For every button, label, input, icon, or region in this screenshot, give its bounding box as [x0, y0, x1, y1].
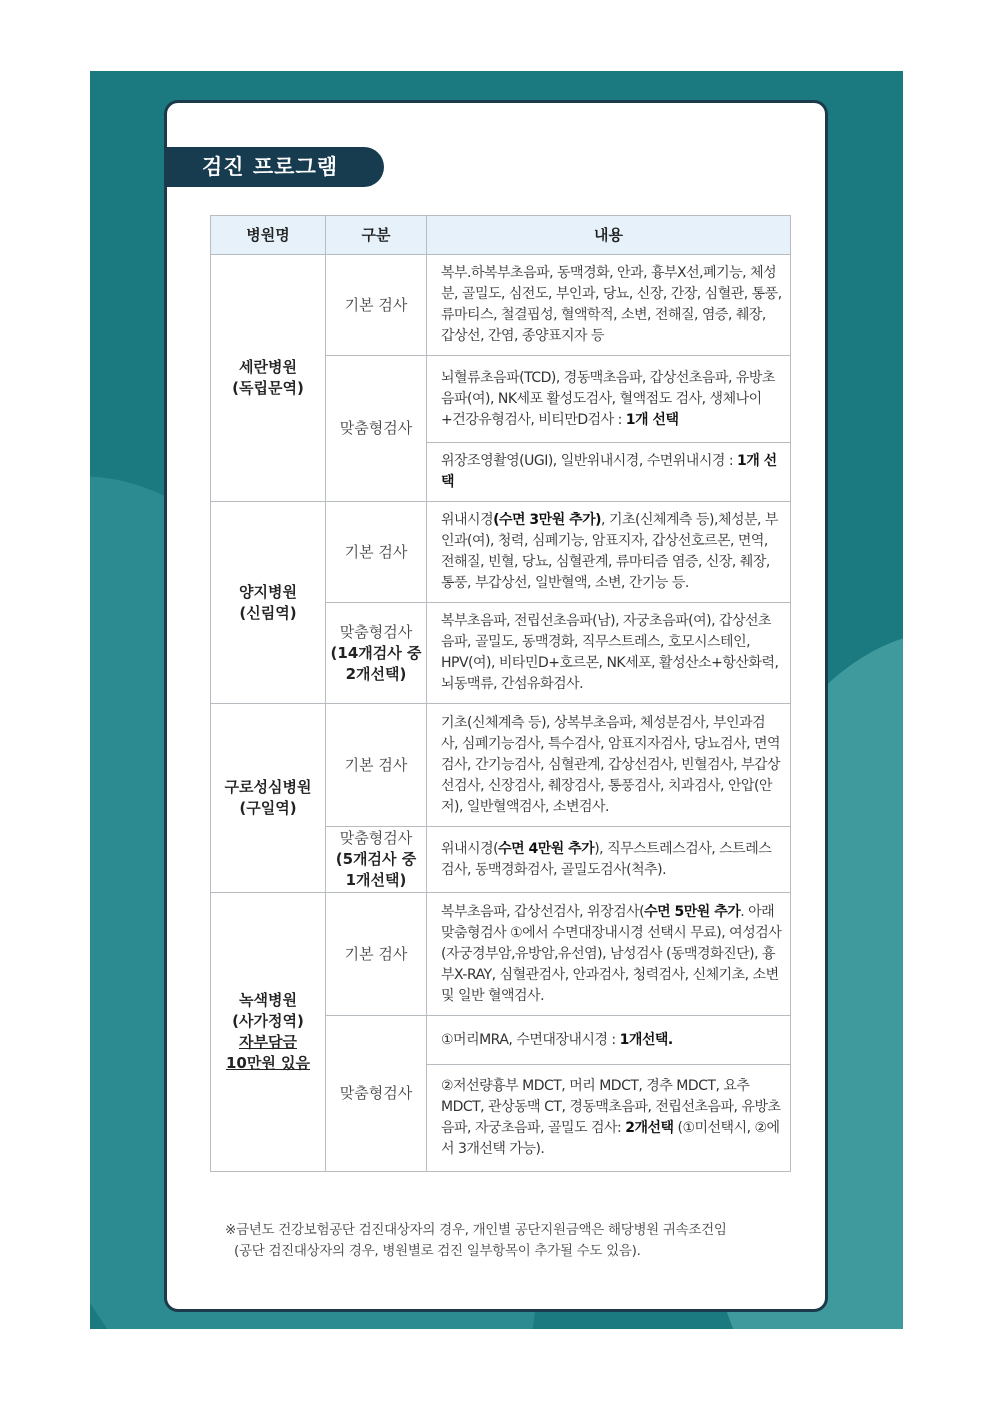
content-emphasis: 수면 5만원 추가 — [644, 903, 741, 920]
content-text: , 기초(신체계측 등),체성분, 부인과(여), 청력, 심폐기능, 암표지자, 갑상선호르몬, 면역, 전해질, 빈혈, 당뇨, 심혈관계, 류마티즘 염증, 신장, 췌장, 통풍, 부갑상선, 일반혈액, 소변, 간기능 등. — [441, 512, 778, 591]
header-category: 구분 — [326, 216, 427, 255]
content-emphasis: (수면 3만원 추가) — [493, 512, 602, 528]
table-row — [211, 502, 791, 603]
content-custom — [427, 827, 791, 893]
hospital-station-line: (독립문역) — [232, 379, 304, 397]
category-sublabel: (5개검사 중 — [335, 850, 417, 868]
footnote-line: ※금년도 건강보험공단 검진대상자의 경우, 개인별 공단지원금액은 해당병원 귀속조건임 — [225, 1222, 727, 1238]
content-text: 복부초음파, 갑상선검사, 위장검사( — [441, 903, 645, 920]
category-basic: 기본 검사 — [326, 502, 427, 603]
content-text: 위장조영촬영(UGI), 일반위내시경, 수면위내시경 : — [441, 453, 737, 469]
content-emphasis: 2개선택 — [625, 1120, 674, 1136]
content-emphasis: 1개 선택 — [625, 411, 679, 428]
section-title: 검진 프로그램 — [164, 147, 384, 187]
content-emphasis: 1개선택. — [619, 1031, 673, 1048]
content-text: ②저선량흉부 MDCT, 머리 MDCT, 경추 MDCT, 요추 MDCT, 관상동맥 CT, 경동맥초음파, 전립선초음파, 유방초음파, 자궁초음파, 골밀도 검사: — [441, 1078, 781, 1136]
category-sublabel: 2개선택) — [345, 664, 407, 683]
category-custom — [326, 827, 427, 893]
content-custom-2 — [427, 1065, 791, 1172]
hospital-note-line: 자부담금 — [239, 1033, 297, 1051]
content-basic: 복부.하복부초음파, 동맥경화, 안과, 흉부X선,폐기능, 체성분, 골밀도, 심전도, 부인과, 당뇨, 신장, 간장, 심혈관, 통풍, 류마티스, 철결핍성, 혈액학적, 소변, 전해질, 염증, 췌장, 갑상선, 간염, 종양표지자 등 — [427, 255, 791, 356]
content-text: . 아래 맞춤형검사 ①에서 수면대장내시경 선택시 무료), 여성검사(자궁경부암,유방암,유선염), 남성검사 (동맥경화진단), 흉부X-RAY, 심혈관검사, 안과검사, 청력검사, 신체기초, 소변 및 일반 혈액검사. — [441, 903, 782, 1004]
program-card — [164, 100, 828, 1312]
content-emphasis: 수면 4만원 추가 — [498, 840, 595, 857]
content-text: ①머리MRA, 수면대장내시경 : — [441, 1031, 620, 1048]
header-content: 내용 — [427, 216, 791, 255]
table-row — [211, 255, 791, 356]
content-text: ), 직무스트레스검사, 스트레스검사, 동맥경화검사, 골밀도검사(척추). — [441, 840, 772, 878]
footnote-line: (공단 검진대상자의 경우, 병원별로 검진 일부항목이 추가될 수도 있음). — [234, 1243, 641, 1259]
category-basic: 기본 검사 — [326, 704, 427, 827]
hospital-name-line: 구로성심병원 — [224, 778, 312, 796]
content-text: 위내시경 — [441, 512, 494, 528]
header-hospital: 병원명 — [211, 216, 326, 255]
hospital-name-line: 녹색병원 — [239, 991, 297, 1009]
content-text: 뇌혈류초음파(TCD), 경동맥초음파, 갑상선초음파, 유방초음파(여), NK세포 활성도검사, 혈액점도 검사, 생체나이+건강유형검사, 비티만D검사 : — [441, 369, 775, 428]
content-text: 위내시경( — [441, 840, 499, 857]
content-custom: 복부초음파, 전립선초음파(남), 자궁초음파(여), 갑상선초음파, 골밀도, 동맥경화, 직무스트레스, 호모시스테인, HPV(여), 비타민D+호르몬, NK세포, 활성산소+항산화력, 뇌동맥류, 간섬유화검사. — [427, 603, 791, 704]
hospital-name-line: 세란병원 — [239, 358, 297, 376]
hospital-name-yangji — [211, 502, 326, 704]
hospital-name-line: 양지병원 — [239, 582, 297, 601]
category-label: 맞춤형검사 — [339, 622, 413, 641]
hospital-name-noksaek — [211, 893, 326, 1172]
hospital-station-line: (신림역) — [239, 603, 297, 622]
table-header-row — [211, 216, 791, 255]
content-basic — [427, 502, 791, 603]
content-emphasis: 1개 선택 — [441, 453, 777, 490]
content-basic: 기초(신체계측 등), 상복부초음파, 체성분검사, 부인과검사, 심폐기능검사, 특수검사, 암표지자검사, 당뇨검사, 면역검사, 간기능검사, 심혈관계, 갑상선검사, 빈혈검사, 부갑상선검사, 신장검사, 췌장검사, 통풍검사, 치과검사, 안압(안저), 일반혈액검사, 소변검사. — [427, 704, 791, 827]
hospital-station-line: (구일역) — [239, 799, 297, 817]
program-table — [210, 215, 791, 1172]
content-custom-2 — [427, 443, 791, 502]
table-row — [211, 704, 791, 827]
hospital-name-seran — [211, 255, 326, 502]
category-custom: 맞춤형검사 — [326, 1016, 427, 1172]
content-custom-1 — [427, 1016, 791, 1065]
category-sublabel: (14개검사 중 — [330, 643, 422, 662]
content-text: (①미선택시, ②에서 3개선택 가능). — [441, 1120, 780, 1157]
category-custom: 맞춤형검사 — [326, 356, 427, 502]
category-basic: 기본 검사 — [326, 893, 427, 1016]
hospital-note-line: 10만원 있음 — [225, 1054, 311, 1072]
category-basic: 기본 검사 — [326, 255, 427, 356]
content-basic — [427, 893, 791, 1016]
hospital-name-guro — [211, 704, 326, 893]
category-label: 맞춤형검사 — [339, 829, 413, 847]
hospital-station-line: (사가정역) — [232, 1012, 304, 1030]
table-row — [211, 893, 791, 1016]
content-custom-1 — [427, 356, 791, 443]
footnote — [225, 1220, 805, 1262]
category-custom — [326, 603, 427, 704]
category-sublabel: 1개선택) — [345, 871, 407, 889]
